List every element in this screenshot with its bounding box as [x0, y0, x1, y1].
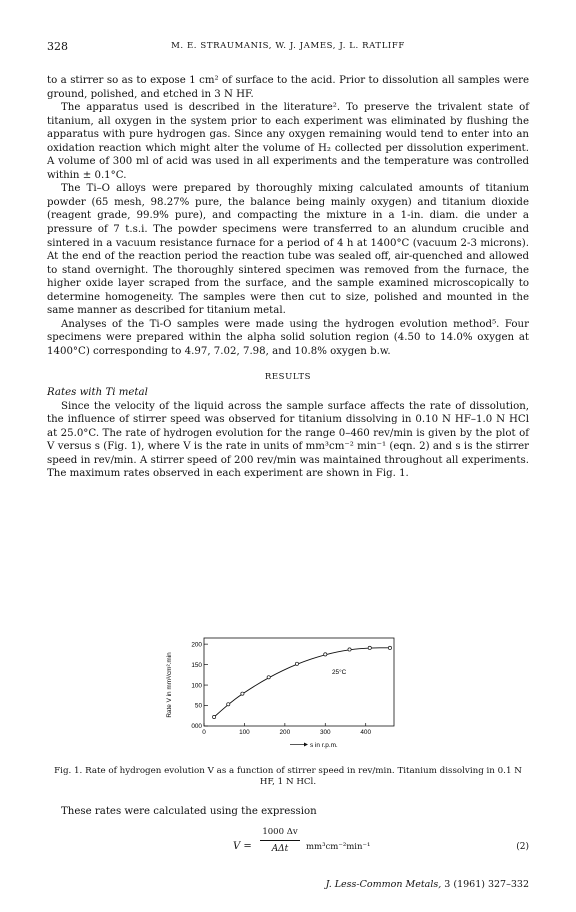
x-tick-label: 400	[360, 729, 372, 736]
x-tick-label: 0	[202, 729, 206, 736]
y-tick-label: 100	[191, 682, 202, 690]
equation-units: mm³cm⁻²min⁻¹	[306, 842, 371, 852]
y-tick-label: 50	[194, 702, 202, 710]
data-point	[267, 676, 270, 679]
paragraph: to a stirrer so as to expose 1 cm² of surface to the acid. Prior to dissolution all samples were ground, polished, and etched in 3 N HF.	[47, 75, 529, 100]
equation-intro: These rates were calculated using the expression	[61, 806, 317, 817]
running-title: M. E. STRAUMANIS, W. J. JAMES, J. L. RATLIFF	[171, 41, 405, 51]
equation-lhs: V =	[233, 841, 252, 852]
paragraph: Analyses of the Ti-O samples were made using the hydrogen evolution method⁵. Four specimens were prepared within the alpha solid solution region (4.50 to 14.0% oxygen at 1400°C) corresponding to 4.97, 7.02, 7.98, and 10.8% oxygen b.w.	[47, 318, 529, 357]
rate-curve	[214, 648, 390, 717]
paragraph: Since the velocity of the liquid across the sample surface affects the rate of dissolution, the influence of stirrer speed was observed for titanium dissolving in 0.10 N HF–1.0 N HCl at 25.0°C. The rate of hydrogen evolution for the range 0–460 rev/min is given by the plot of V versus s (Fig. 1), where V is the rate in units of mm³cm⁻² min⁻¹ (eqn. 2) and s is the stirrer speed in rev/min. A stirrer speed of 200 rev/min was maintained throughout all experiments. The maximum rates observed in each experiment are shown in Fig. 1.	[47, 400, 529, 480]
equation-fraction	[260, 826, 300, 855]
x-axis-arrowhead	[304, 743, 308, 747]
data-point	[324, 653, 327, 656]
x-tick-label: 100	[239, 729, 250, 736]
journal-volume: 3 (1961) 327–332	[444, 879, 529, 890]
rate-chart	[158, 632, 418, 750]
y-tick-label: 000	[191, 723, 202, 731]
x-tick-label: 200	[279, 729, 291, 736]
body-text	[47, 74, 529, 481]
y-tick-label: 150	[191, 661, 202, 669]
journal-citation	[326, 879, 529, 890]
y-tick-label: 200	[191, 641, 202, 649]
data-point	[348, 648, 351, 651]
section-title: RESULTS	[264, 372, 312, 383]
equation-2	[47, 826, 529, 866]
y-axis-label: Rate V in mm³/cm².min	[166, 652, 173, 718]
data-point	[241, 692, 244, 695]
data-point	[295, 662, 298, 665]
equation-numerator: 1000 Δv	[262, 827, 298, 837]
data-point	[368, 646, 371, 649]
paragraph: The apparatus used is described in the literature². To preserve the trivalent state of titanium, all oxygen in the system prior to each experiment was eliminated by flushing the apparatus with pure hydrogen gas. Since any oxygen remaining would tend to enter into an oxidation reaction which might alter the volume of H₂ collected per dissolution experiment. A volume of 300 ml of acid was used in all experiments and the temperature was controlled within ± 0.1°C.	[47, 102, 529, 181]
data-point	[388, 646, 391, 649]
equation-number: (2)	[516, 842, 529, 852]
figure-1	[158, 632, 418, 750]
equation-denominator: AΔt	[271, 844, 289, 854]
x-axis-label: s in r.p.m.	[310, 742, 338, 749]
data-point	[227, 703, 230, 706]
journal-name: J. Less-Common Metals,	[325, 879, 442, 890]
x-tick-label: 300	[319, 729, 331, 736]
page-number: 328	[47, 40, 68, 53]
fraction-bar	[260, 840, 300, 841]
temperature-annotation: 25°C	[332, 669, 347, 676]
figure-caption: Fig. 1. Rate of hydrogen evolution V as a function of stirrer speed in rev/min. Titanium dissolving in 0.1 N HF, 1 N HCl.	[54, 766, 522, 787]
data-point	[213, 715, 216, 718]
plot-frame	[204, 638, 394, 726]
page-header	[47, 40, 529, 54]
subheading: Rates with Ti metal	[47, 387, 148, 399]
paragraph: The Ti–O alloys were prepared by thoroughly mixing calculated amounts of titanium powder (65 mesh, 98.27% pure, the balance being mainly oxygen) and titanium dioxide (reagent grade, 99.9% pure), and compacting the mixture in a 1-in. diam. die under a pressure of 7 t.s.i. The powder specimens were transferred to an alundum crucible and sintered in a vacuum resistance furnace for a period of 4 h at 1400°C (vacuum 2-3 microns). At the end of the reaction period the reaction tube was sealed off, air-quenched and allowed to stand overnight. The thoroughly sintered specimen was removed from the furnace, the higher oxide layer scraped from the surface, and the sample examined microscopically to determine homogeneity. The samples were then cut to size, polished and mounted in the same manner as described for titanium metal.	[47, 183, 529, 317]
